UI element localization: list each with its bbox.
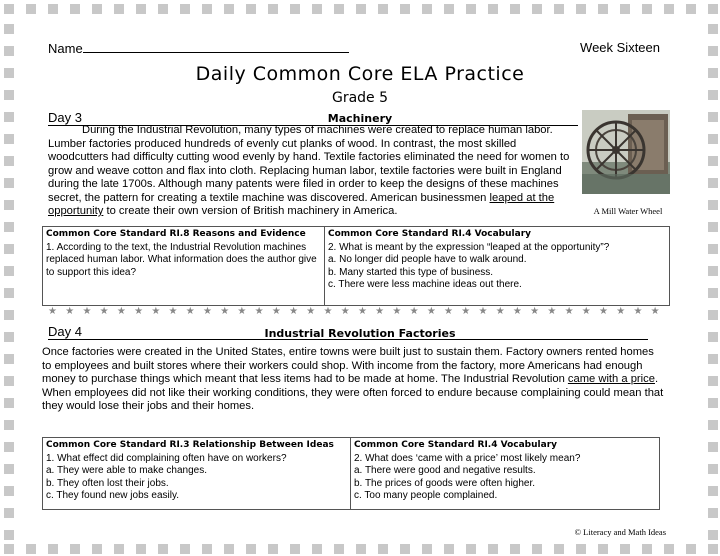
border-square: [708, 266, 718, 276]
star-icon: ★: [530, 306, 540, 317]
border-square: [708, 508, 718, 518]
day4-passage-end: . When employees did not like their working conditions, they were often forced to endure because complaining could mean that they would lose their jobs and their homes.: [42, 373, 664, 412]
border-square: [708, 178, 718, 188]
border-square: [246, 544, 256, 554]
day3-q2-option-a[interactable]: a. No longer did people have to walk around.: [328, 254, 527, 265]
day4-question-2: [351, 438, 659, 509]
border-square: [708, 398, 718, 408]
day3-underlined-phrase: leaped at the opportunity: [48, 191, 555, 217]
border-square: [246, 4, 256, 14]
border-square: [620, 4, 630, 14]
border-square: [70, 544, 80, 554]
day4-question-box: [42, 437, 660, 510]
border-square: [576, 544, 586, 554]
star-icon: ★: [237, 306, 247, 317]
day3-passage-end: to create their own version of British machinery in America.: [103, 205, 398, 217]
day4-q1-option-c[interactable]: c. They found new jobs easily.: [46, 490, 180, 501]
border-square: [444, 544, 454, 554]
star-icon: ★: [271, 306, 281, 317]
week-label: Week Sixteen: [580, 40, 660, 55]
border-square: [4, 530, 14, 540]
day4-passage: [42, 346, 664, 414]
border-square: [708, 288, 718, 298]
star-icon: ★: [48, 306, 57, 317]
border-square: [686, 4, 696, 14]
border-square: [532, 4, 542, 14]
star-icon: ★: [289, 306, 299, 317]
star-icon: ★: [426, 306, 436, 317]
star-icon: ★: [82, 306, 92, 317]
name-field[interactable]: [83, 40, 349, 53]
border-square: [4, 222, 14, 232]
day3-question-1: [43, 227, 325, 305]
star-icon: ★: [461, 306, 471, 317]
border-square: [224, 4, 234, 14]
border-square: [422, 544, 432, 554]
day4-q1-option-a[interactable]: a. They were able to make changes.: [46, 465, 208, 476]
border-square: [708, 200, 718, 210]
border-square: [290, 544, 300, 554]
border-square: [4, 420, 14, 430]
border-square: [202, 4, 212, 14]
border-square: [708, 420, 718, 430]
name-row: [48, 40, 660, 56]
border-square: [708, 310, 718, 320]
star-icon: ★: [581, 306, 591, 317]
border-square: [70, 4, 80, 14]
page-title: Daily Common Core ELA Practice: [195, 63, 525, 85]
day3-q2-standard: Common Core Standard RI.4 Vocabulary: [328, 229, 531, 239]
border-square: [114, 4, 124, 14]
day4-q2-standard: Common Core Standard RI.4 Vocabulary: [354, 440, 557, 450]
border-square: [4, 354, 14, 364]
border-square: [26, 544, 36, 554]
border-square: [4, 508, 14, 518]
border-square: [224, 544, 234, 554]
star-icon: ★: [254, 306, 264, 317]
border-square: [664, 4, 674, 14]
border-square: [4, 376, 14, 386]
border-square: [708, 464, 718, 474]
star-icon: ★: [323, 306, 333, 317]
day4-question-1: [43, 438, 351, 509]
day4-passage-text: Once factories were created in the United States, entire towns were built just to sustain them. Factory owners rented homes to employees and built stores where their workers could shop. With income from the factory, more Americans had enough money to purchase things which meant that less items had to be made at home. The Industrial Revolution: [42, 346, 654, 385]
border-square: [598, 4, 608, 14]
day3-q1-text: 1. According to the text, the Industrial Revolution machines replaced human labor. What information does the author give to support this idea?: [46, 241, 317, 278]
border-square: [422, 4, 432, 14]
border-square: [444, 4, 454, 14]
border-square: [180, 4, 190, 14]
day4-q2-option-a[interactable]: a. There were good and negative results.: [354, 465, 536, 476]
day3-question-box: [42, 226, 670, 306]
star-icon: ★: [168, 306, 178, 317]
star-icon: ★: [340, 306, 350, 317]
border-square: [466, 4, 476, 14]
star-icon: ★: [99, 306, 109, 317]
border-square: [466, 544, 476, 554]
star-icon: ★: [202, 306, 212, 317]
day3-q2-option-c[interactable]: c. There were less machine ideas out there.: [328, 279, 522, 290]
border-square: [400, 4, 410, 14]
day4-label: Day 4: [48, 324, 82, 339]
border-square: [708, 530, 718, 540]
border-square: [158, 544, 168, 554]
border-square: [400, 544, 410, 554]
star-icon: ★: [512, 306, 522, 317]
border-square: [4, 24, 14, 34]
border-square: [686, 544, 696, 554]
star-icon: ★: [495, 306, 505, 317]
day4-q2-option-b[interactable]: b. The prices of goods were often higher.: [354, 477, 536, 489]
border-square: [708, 244, 718, 254]
border-square: [488, 4, 498, 14]
star-icon: ★: [564, 306, 574, 317]
star-icon: ★: [616, 306, 626, 317]
day3-q2-text: 2. What is meant by the expression “leaped at the opportunity”?: [328, 241, 610, 253]
border-square: [356, 4, 366, 14]
border-square: [4, 442, 14, 452]
star-icon: ★: [220, 306, 230, 317]
border-square: [26, 4, 36, 14]
grade-label: Grade 5: [331, 90, 389, 106]
border-square: [4, 178, 14, 188]
star-icon: ★: [650, 306, 660, 317]
star-icon: ★: [599, 306, 608, 317]
day4-q2-option-c[interactable]: c. Too many people complained.: [354, 490, 498, 501]
border-square: [510, 4, 520, 14]
star-icon: ★: [306, 306, 316, 317]
border-square: [202, 544, 212, 554]
star-icon: ★: [151, 306, 161, 317]
image-caption: A Mill Water Wheel: [593, 206, 663, 216]
border-square: [598, 544, 608, 554]
border-square: [708, 156, 718, 166]
border-square: [708, 376, 718, 386]
day4-underlined-phrase: came with a price: [567, 373, 655, 385]
name-label: Name: [48, 41, 83, 56]
day3-question-2: [325, 227, 669, 305]
border-square: [510, 544, 520, 554]
border-square: [312, 544, 322, 554]
star-icon: ★: [392, 306, 402, 317]
border-square: [136, 544, 146, 554]
border-square: [4, 244, 14, 254]
border-square: [268, 4, 278, 14]
border-square: [554, 4, 564, 14]
border-square: [334, 544, 344, 554]
border-square: [4, 200, 14, 210]
border-square: [708, 46, 718, 56]
border-square: [290, 4, 300, 14]
day4-topic: Industrial Revolution Factories: [264, 327, 456, 340]
border-square: [4, 486, 14, 496]
day3-passage-text: During the Industrial Revolution, many types of machines were created to replace human labor. Lumber factories produced hundreds of evenly cut planks of wood. In contrast, the most skilled woodcutters had difficulty cutting wood evenly by hand. Textile factories eliminated the need for women to grow and weave cotton and flax into cloth. Replacing human labor, textile factories were built in England during the late 1700s. Although many patents were filed in order to keep the designs of these machines secret, the pattern for creating a textile machine was discovered. American businessmen: [48, 124, 570, 204]
border-square: [180, 544, 190, 554]
day4-q2-text: 2. What does ‘came with a price’ most likely mean?: [354, 452, 581, 464]
border-square: [4, 398, 14, 408]
border-square: [92, 4, 102, 14]
star-icon: ★: [547, 306, 557, 317]
star-icon: ★: [478, 306, 488, 317]
border-square: [378, 4, 388, 14]
border-square: [708, 354, 718, 364]
border-square: [4, 464, 14, 474]
star-icon: ★: [65, 306, 75, 317]
copyright: © Literacy and Math Ideas: [574, 527, 666, 537]
day4-q1-option-b[interactable]: b. They often lost their jobs.: [46, 477, 169, 489]
day3-topic: Machinery: [327, 112, 393, 125]
star-icon: ★: [357, 306, 367, 317]
border-square: [48, 4, 58, 14]
border-square: [488, 544, 498, 554]
border-square: [642, 4, 652, 14]
border-square: [4, 266, 14, 276]
border-square: [312, 4, 322, 14]
border-square: [708, 24, 718, 34]
day4-q1-text: 1. What effect did complaining often have on workers?: [46, 452, 287, 464]
star-icon: ★: [185, 306, 195, 317]
star-icon: ★: [409, 306, 419, 317]
day4-q1-standard: Common Core Standard RI.3 Relationship Between Ideas: [46, 440, 334, 450]
star-icon: ★: [134, 306, 144, 317]
border-square: [708, 222, 718, 232]
day3-label: Day 3: [48, 110, 82, 125]
border-square: [268, 544, 278, 554]
border-square: [642, 544, 652, 554]
border-top: [0, 2, 720, 16]
star-icon: ★: [444, 306, 453, 317]
star-icon: ★: [116, 306, 126, 317]
border-square: [4, 310, 14, 320]
border-square: [664, 544, 674, 554]
day3-q2-option-b[interactable]: b. Many started this type of business.: [328, 266, 494, 278]
day3-passage: [48, 124, 570, 219]
border-square: [378, 544, 388, 554]
border-square: [136, 4, 146, 14]
star-icon: ★: [375, 306, 385, 317]
border-square: [708, 134, 718, 144]
border-square: [4, 134, 14, 144]
border-square: [554, 544, 564, 554]
border-square: [576, 4, 586, 14]
border-square: [4, 288, 14, 298]
border-bottom: [0, 542, 720, 556]
border-square: [4, 156, 14, 166]
border-square: [532, 544, 542, 554]
border-square: [4, 46, 14, 56]
border-square: [708, 486, 718, 496]
star-icon: ★: [633, 306, 643, 317]
mill-water-wheel-image: [582, 110, 670, 194]
border-square: [114, 544, 124, 554]
day3-q1-standard: Common Core Standard RI.8 Reasons and Evidence: [46, 229, 306, 239]
border-square: [356, 544, 366, 554]
border-square: [48, 544, 58, 554]
border-square: [158, 4, 168, 14]
border-square: [92, 544, 102, 554]
border-square: [708, 442, 718, 452]
border-square: [334, 4, 344, 14]
star-divider: [48, 306, 660, 317]
border-square: [620, 544, 630, 554]
